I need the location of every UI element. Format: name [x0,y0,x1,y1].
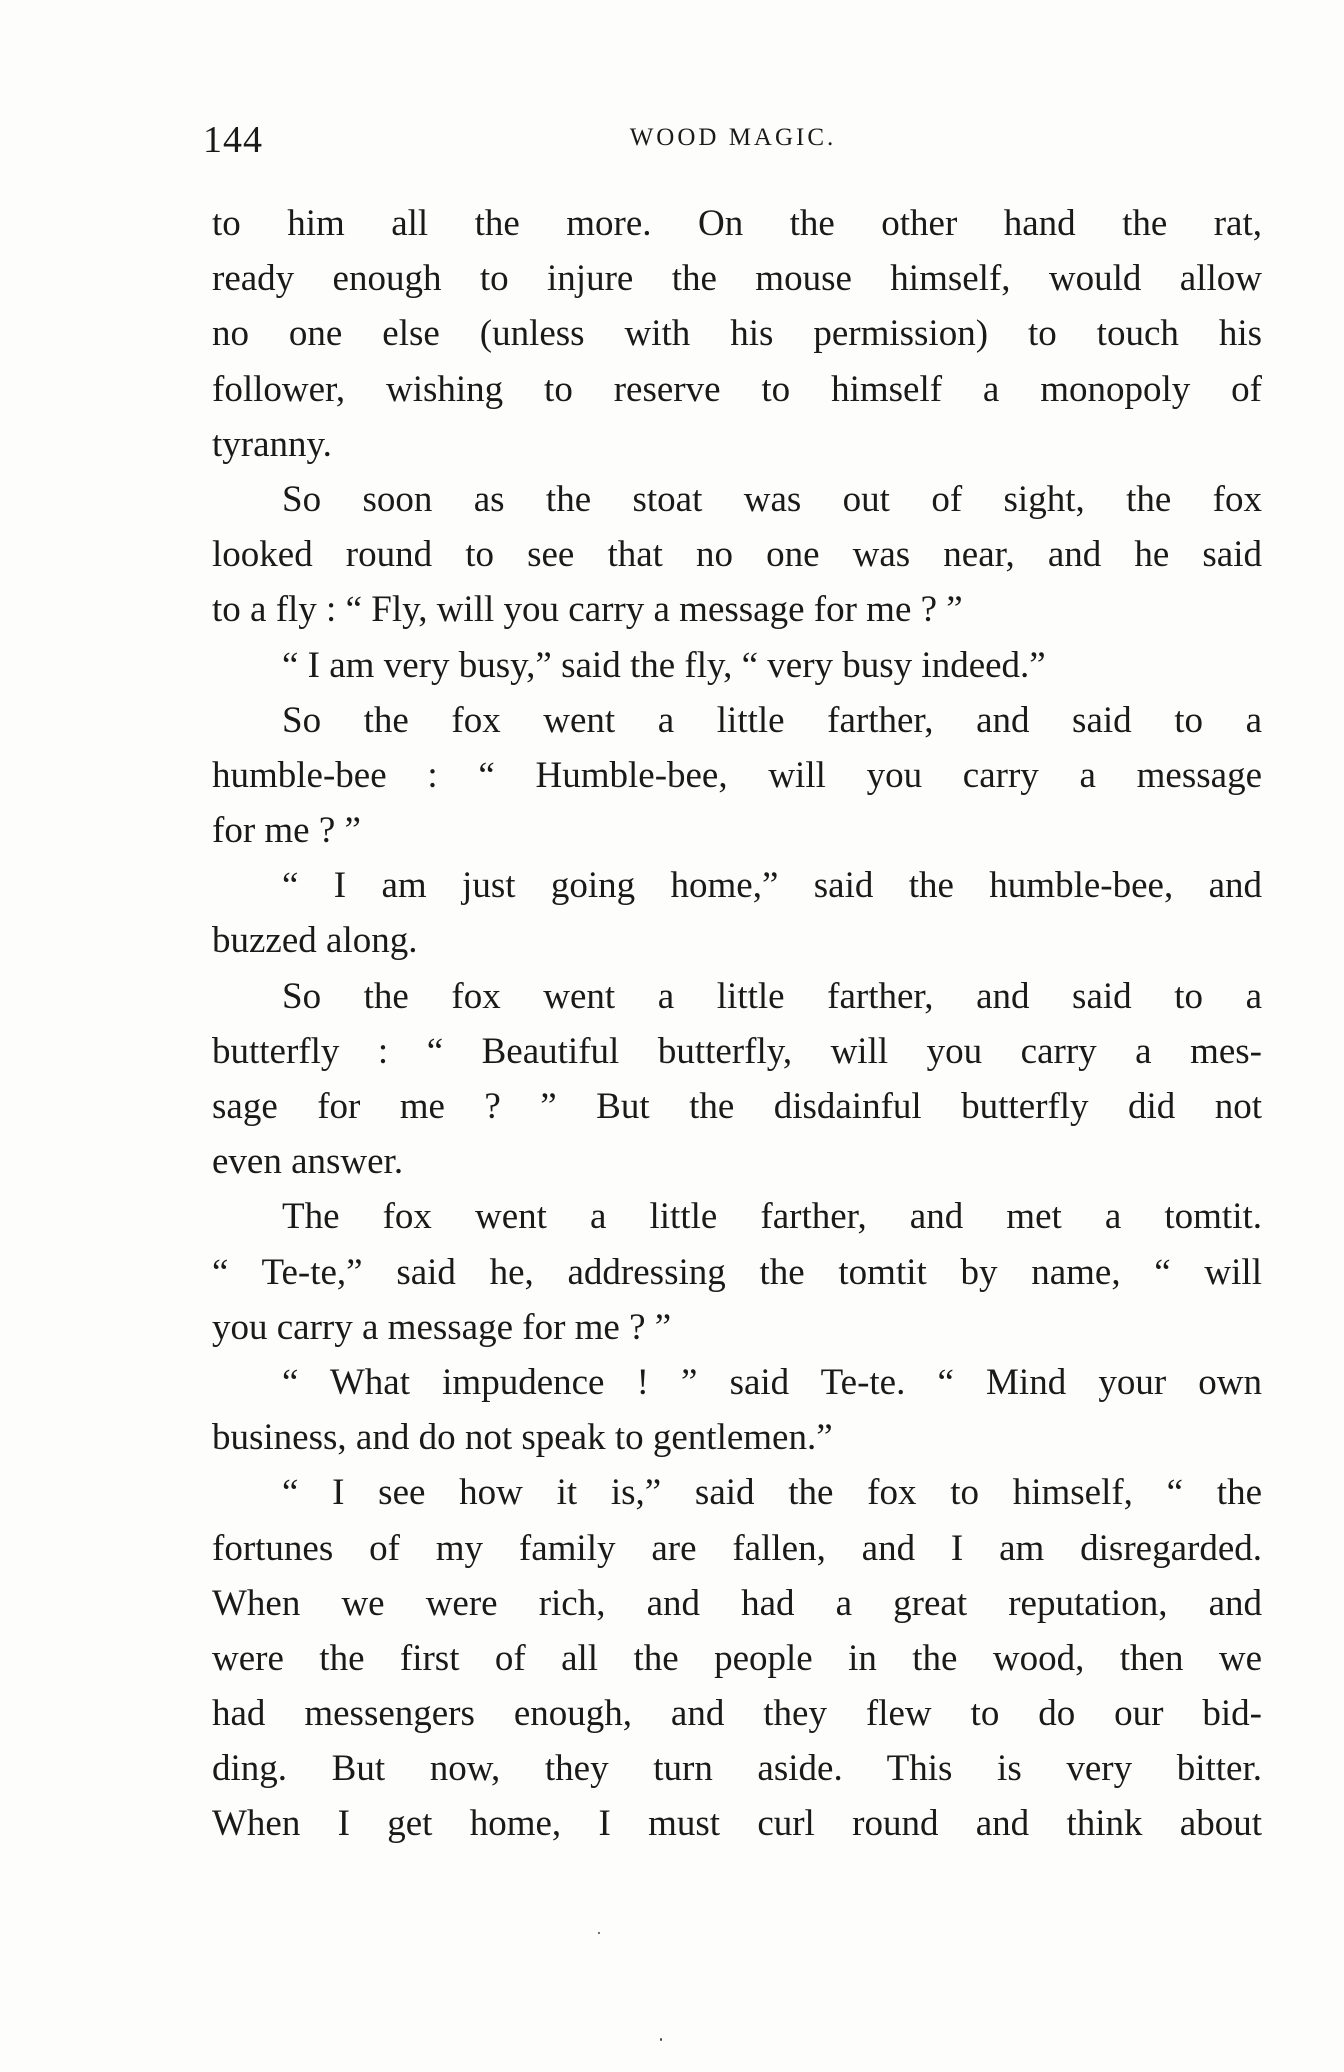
dust-speck [660,2038,662,2041]
text-line: “ I see how it is,” said the fox to himself, “ the [282,1472,1262,1514]
text-line: So the fox went a little farther, and said to a [282,975,1262,1017]
text-line: tyranny. [212,423,332,465]
text-line: “ What impudence ! ” said Te-te. “ Mind your own [282,1361,1262,1403]
text-line: “ I am just going home,” said the humble-bee, and [282,865,1262,907]
text-line: ready enough to injure the mouse himself, would allow [212,258,1262,300]
text-line: When we were rich, and had a great reputation, and [212,1582,1262,1624]
text-line: humble-bee : “ Humble-bee, will you carry a message [212,754,1262,796]
text-line: “ I am very busy,” said the fly, “ very busy indeed.” [282,644,1046,686]
text-line: to him all the more. On the other hand the rat, [212,203,1262,244]
text-line: had messengers enough, and they flew to do our bid- [212,1693,1262,1735]
body-text [212,196,1262,1852]
text-line: So soon as the stoat was out of sight, the fox [282,478,1262,520]
text-line: follower, wishing to reserve to himself a monopoly of [212,368,1262,410]
dust-speck [598,1932,600,1934]
text-line: no one else (unless with his permission) to touch his [212,313,1262,355]
text-line: butterfly : “ Beautiful butterfly, will you carry a mes- [212,1030,1262,1072]
page-number: 144 [203,119,263,161]
text-line: were the first of all the people in the wood, then we [212,1637,1262,1679]
text-line: So the fox went a little farther, and said to a [282,699,1262,741]
text-line: looked round to see that no one was near, and he said [212,534,1262,576]
text-line: “ Te-te,” said he, addressing the tomtit by name, “ will [212,1251,1262,1293]
text-line: for me ? ” [212,810,361,852]
running-head: WOOD MAGIC. [629,124,837,151]
text-line: buzzed along. [212,920,418,962]
text-line: business, and do not speak to gentlemen.” [212,1417,833,1459]
text-line: you carry a message for me ? ” [212,1306,672,1348]
text-line: sage for me ? ” But the disdainful butterfly did not [212,1086,1262,1127]
text-line: to a fly : “ Fly, will you carry a message for me ? ” [212,589,963,631]
page-header [203,118,1263,161]
text-line: The fox went a little farther, and met a tomtit. [282,1196,1262,1238]
text-line: fortunes of my family are fallen, and I am disregarded. [212,1527,1262,1569]
text-line: When I get home, I must curl round and think about [212,1803,1262,1845]
text-line: ding. But now, they turn aside. This is very bitter. [212,1748,1262,1790]
text-line: even answer. [212,1141,404,1183]
